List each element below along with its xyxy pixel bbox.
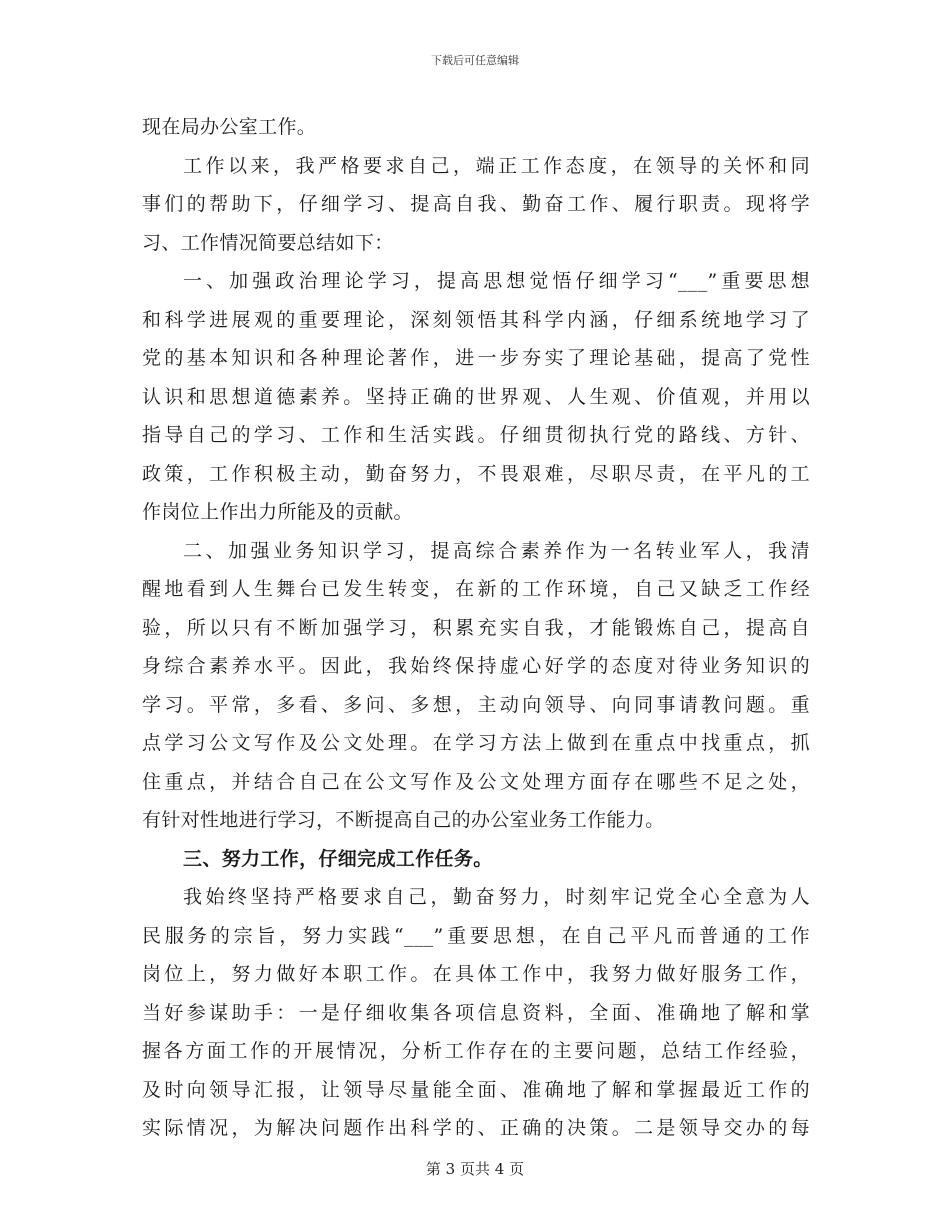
text-line: 验，所以只有不断加强学习，积累充实自我，才能锻炼自己，提高自 [142,616,810,639]
text-line: 学习。平常，多看、多问、多想，主动向领导、向同事请教问题。重 [142,693,810,716]
text-line: 政策，工作积极主动，勤奋努力，不畏艰难，尽职尽责，在平凡的工 [142,462,810,485]
text-line: 工作以来，我严格要求自己，端正工作态度，在领导的关怀和同 [183,154,810,177]
text-line: 民服务的宗旨，努力实践“___”重要思想，在自己平凡而普通的工作 [142,924,810,947]
section-heading-1: 一、加强政治理论学习，提高思想觉悟仔细学习“___”重要思想 [183,270,810,292]
text-line: 和科学进展观的重要理论，深刻领悟其科学内涵，仔细系统地学习了 [142,308,810,331]
text-line: 指导自己的学习、工作和生活实践。仔细贯彻执行党的路线、方针、 [142,424,810,446]
page-footer: 第 3 页共 4 页 [425,1160,525,1178]
text-line: 点学习公文写作及公文处理。在学习方法上做到在重点中找重点，抓 [142,732,810,754]
text-line: 党的基本知识和各种理论著作，进一步夯实了理论基础，提高了党性 [142,347,810,369]
text-line: 习、工作情况简要总结如下： [142,231,394,254]
document-body [142,108,810,1148]
text-line: 我始终坚持严格要求自己，勤奋努力，时刻牢记党全心全意为人 [183,886,810,908]
section-heading-3: 三、努力工作，仔细完成工作任务。 [183,847,493,870]
text-line: 现在局办公室工作。 [142,116,317,138]
section-heading-2: 二、加强业务知识学习，提高综合素养作为一名转业军人，我清 [183,539,810,562]
text-line: 认识和思想道德素养。坚持正确的世界观、人生观、价值观，并用以 [142,385,810,408]
text-line: 有针对性地进行学习，不断提高自己的办公室业务工作能力。 [142,809,665,831]
text-line: 当好参谋助手：一是仔细收集各项信息资料，全面、准确地了解和掌 [142,1001,810,1024]
text-line: 岗位上，努力做好本职工作。在具体工作中，我努力做好服务工作， [142,963,810,985]
text-line: 作岗位上作出力所能及的贡献。 [142,501,413,523]
text-line: 及时向领导汇报，让领导尽量能全面、准确地了解和掌握最近工作的 [142,1078,810,1101]
text-line: 实际情况，为解决问题作出科学的、正确的决策。二是领导交办的每 [142,1117,810,1139]
text-line: 醒地看到人生舞台已发生转变，在新的工作环境，自己又缺乏工作经 [142,578,810,600]
text-line: 握各方面工作的开展情况，分析工作存在的主要问题，总结工作经验， [142,1040,810,1062]
text-line: 住重点，并结合自己在公文写作及公文处理方面存在哪些不足之处， [142,770,810,793]
text-line: 事们的帮助下，仔细学习、提高自我、勤奋工作、履行职责。现将学 [142,193,810,215]
text-line: 身综合素养水平。因此，我始终保持虚心好学的态度对待业务知识的 [142,655,810,677]
page-header: 下载后可任意编辑 [431,54,519,67]
